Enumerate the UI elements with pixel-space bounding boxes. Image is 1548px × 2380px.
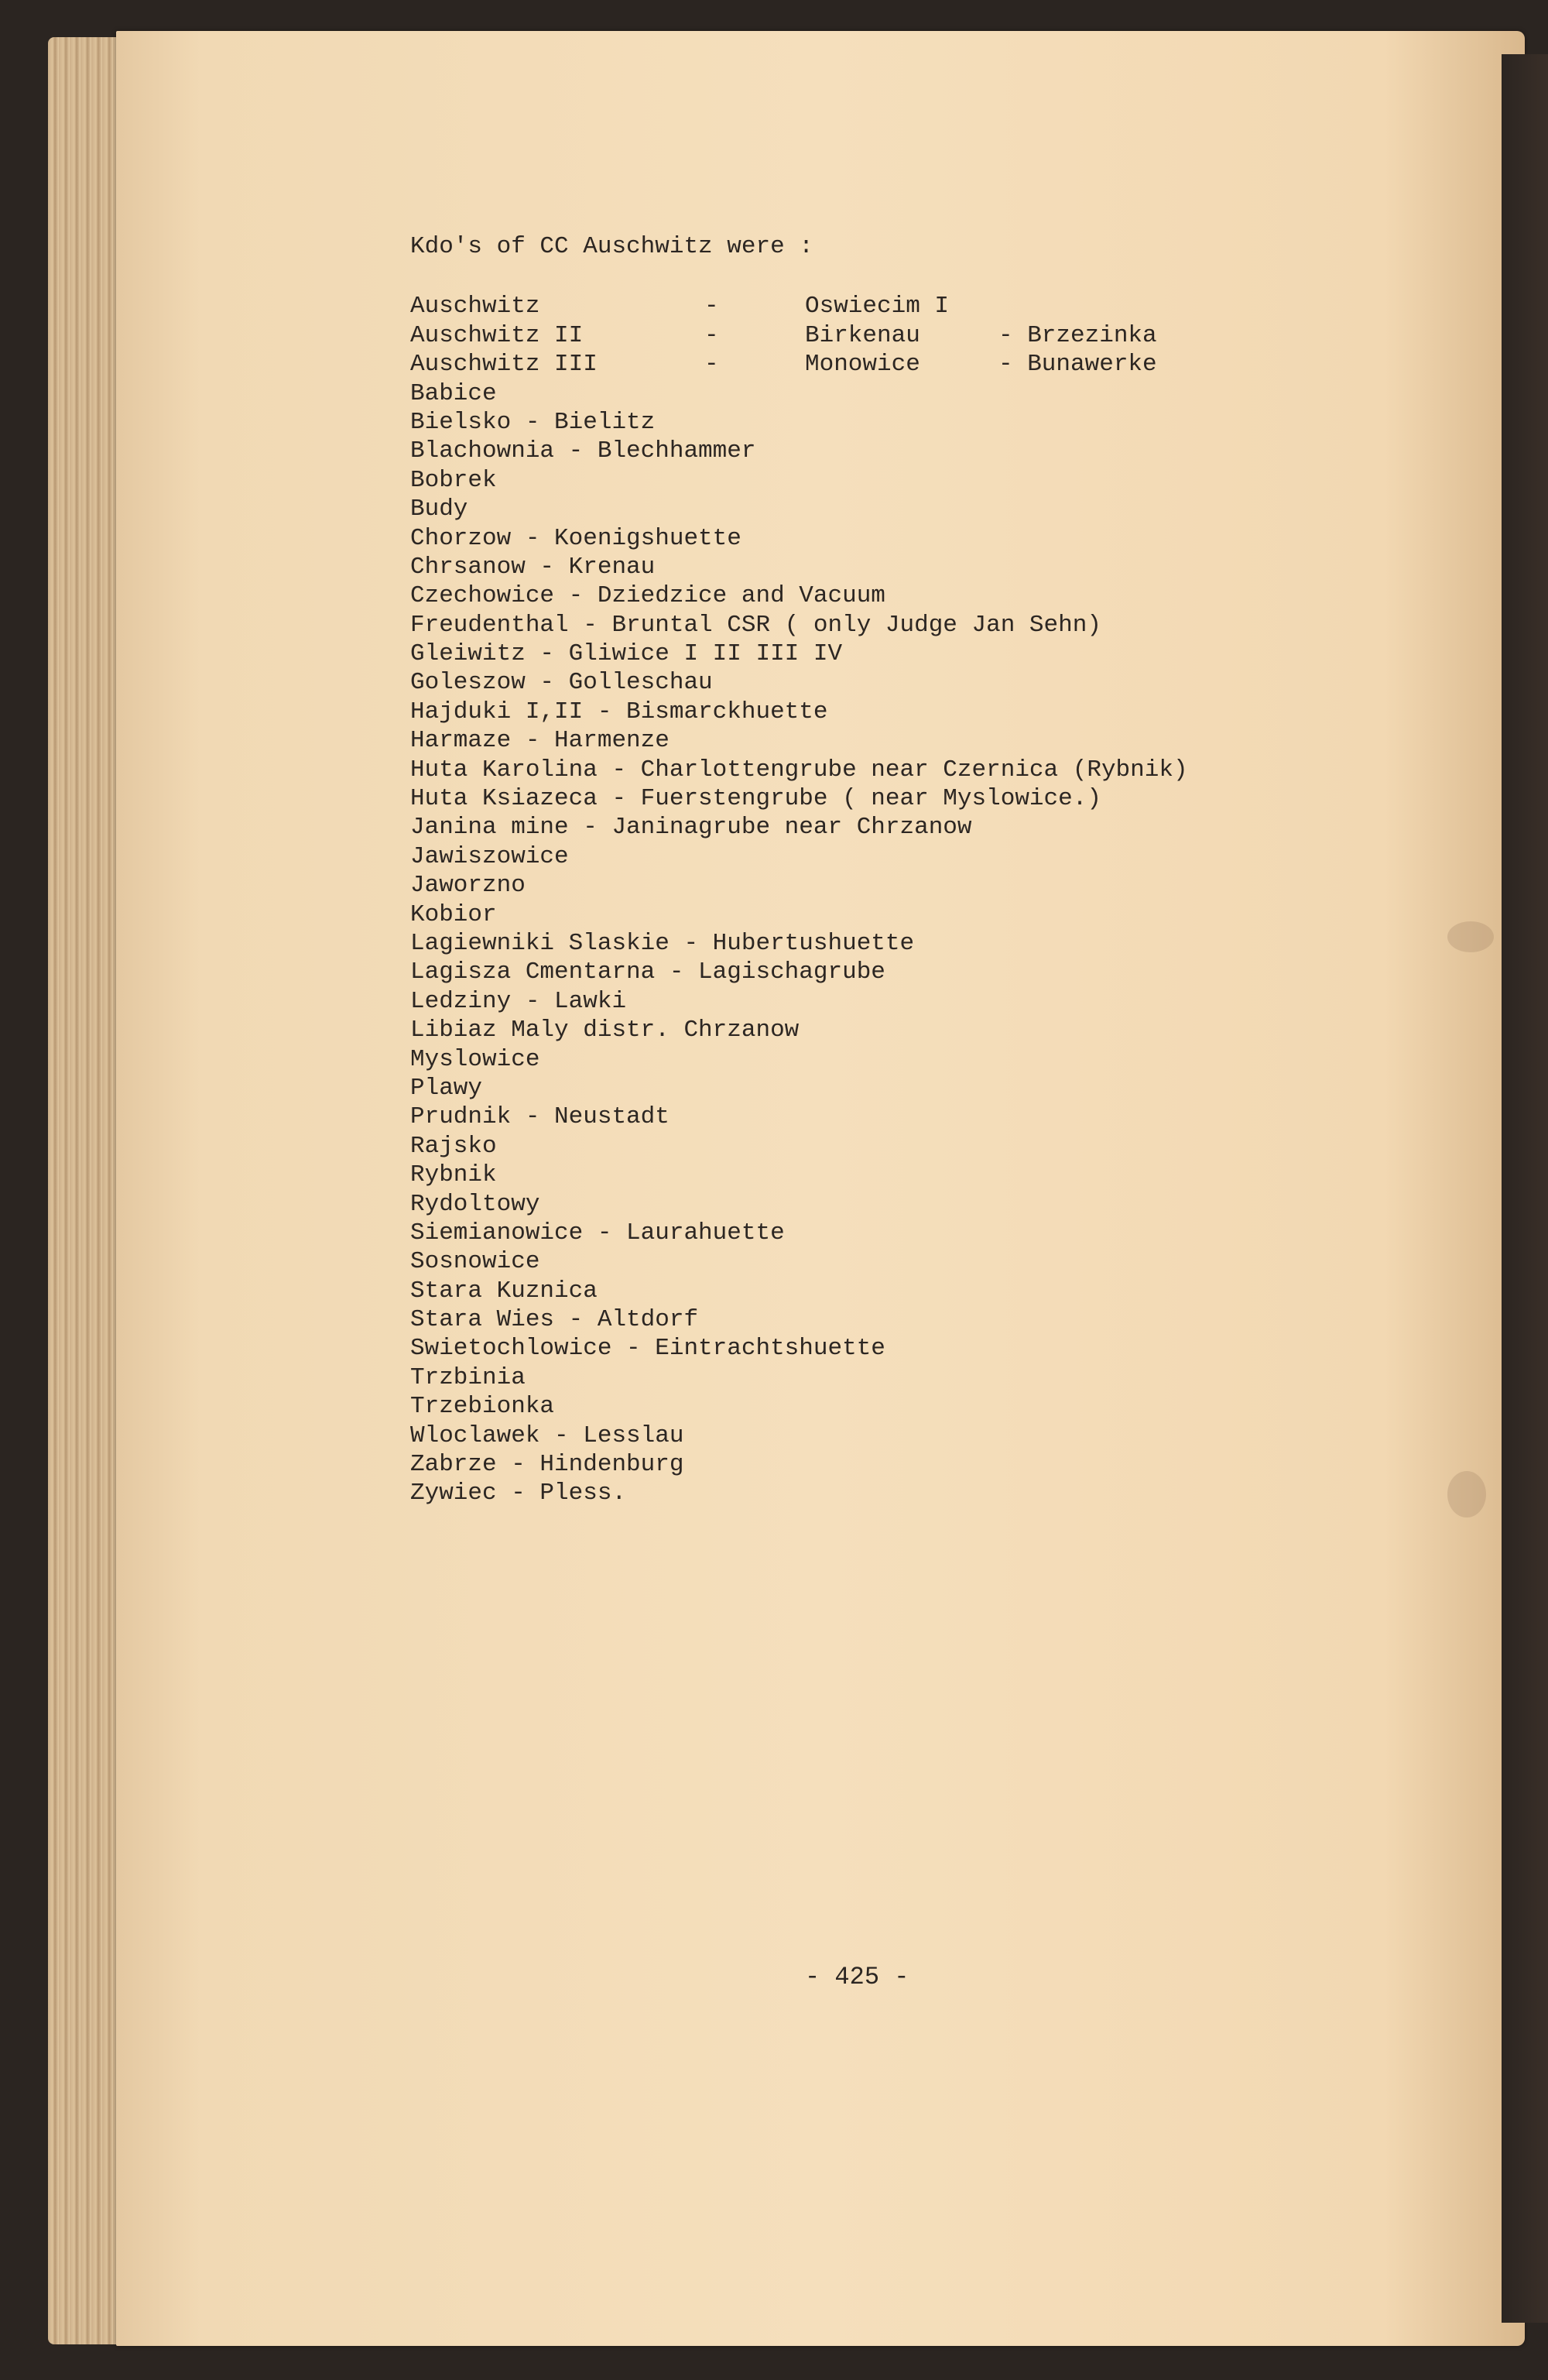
table-cell-c1: Auschwitz bbox=[410, 293, 540, 321]
list-item: Prudnik - Neustadt bbox=[410, 1103, 670, 1131]
list-item: Myslowice bbox=[410, 1045, 540, 1073]
list-item: Zabrze - Hindenburg bbox=[410, 1451, 684, 1479]
document-text bbox=[410, 232, 1416, 1508]
right-book-edge bbox=[1502, 54, 1548, 2323]
list-item: Huta Karolina - Charlottengrube near Czernica (Rybnik) bbox=[410, 756, 1188, 784]
table-row bbox=[410, 350, 1416, 379]
list-item: Bobrek bbox=[410, 466, 497, 494]
list-item: Freudenthal - Bruntal CSR ( only Judge Jan Sehn) bbox=[410, 611, 1101, 639]
document-title: Kdo's of CC Auschwitz were : bbox=[410, 233, 813, 260]
list-item: Rybnik bbox=[410, 1161, 497, 1189]
table-cell-c4: - Brzezinka bbox=[998, 321, 1157, 349]
table-cell-c2: - bbox=[704, 321, 719, 349]
list-item: Rydoltowy bbox=[410, 1190, 540, 1218]
list-item: Plawy bbox=[410, 1074, 483, 1102]
camp-list bbox=[410, 379, 1416, 1508]
list-item: Harmaze - Harmenze bbox=[410, 727, 670, 755]
list-item: Bielsko - Bielitz bbox=[410, 408, 656, 436]
table-cell-c3: Birkenau bbox=[805, 321, 920, 349]
list-item: Janina mine - Janinagrube near Chrzanow bbox=[410, 814, 972, 842]
table-row bbox=[410, 292, 1416, 321]
table-cell-c3: Oswiecim I bbox=[805, 293, 950, 321]
list-item: Sosnowice bbox=[410, 1248, 540, 1276]
list-item: Zywiec - Pless. bbox=[410, 1480, 627, 1507]
list-item: Jaworzno bbox=[410, 872, 526, 900]
table-cell-c2: - bbox=[704, 351, 719, 379]
table-cell-c2: - bbox=[704, 293, 719, 321]
page-number: - 425 - bbox=[805, 1963, 909, 1991]
list-item: Trzebionka bbox=[410, 1393, 555, 1421]
list-item: Blachownia - Blechhammer bbox=[410, 437, 756, 465]
list-item: Rajsko bbox=[410, 1132, 497, 1160]
list-item: Lagiewniki Slaskie - Hubertushuette bbox=[410, 930, 915, 957]
list-item: Babice bbox=[410, 379, 497, 407]
camp-table bbox=[410, 292, 1416, 379]
list-item: Swietochlowice - Eintrachtshuette bbox=[410, 1335, 885, 1363]
list-item: Hajduki I,II - Bismarckhuette bbox=[410, 698, 828, 725]
list-item: Libiaz Maly distr. Chrzanow bbox=[410, 1017, 800, 1044]
list-item: Ledziny - Lawki bbox=[410, 987, 627, 1015]
paper-stain bbox=[1447, 921, 1494, 952]
table-cell-c3: Monowice bbox=[805, 351, 920, 379]
table-row bbox=[410, 321, 1416, 350]
list-item: Chorzow - Koenigshuette bbox=[410, 524, 741, 552]
list-item: Budy bbox=[410, 496, 468, 523]
list-item: Wloclawek - Lesslau bbox=[410, 1421, 684, 1449]
list-item: Stara Wies - Altdorf bbox=[410, 1306, 699, 1334]
list-item: Stara Kuznica bbox=[410, 1277, 598, 1305]
list-item: Goleszow - Golleschau bbox=[410, 669, 713, 697]
list-item: Jawiszowice bbox=[410, 842, 569, 870]
table-cell-c1: Auschwitz II bbox=[410, 321, 584, 349]
list-item: Huta Ksiazeca - Fuerstengrube ( near Myslowice.) bbox=[410, 785, 1101, 813]
paper-stain bbox=[1447, 1471, 1486, 1518]
table-cell-c4: - Bunawerke bbox=[998, 351, 1157, 379]
list-item: Gleiwitz - Gliwice I II III IV bbox=[410, 640, 843, 668]
list-item: Trzbinia bbox=[410, 1363, 526, 1391]
list-item: Chrsanow - Krenau bbox=[410, 553, 656, 581]
list-item: Czechowice - Dziedzice and Vacuum bbox=[410, 582, 885, 610]
list-item: Kobior bbox=[410, 900, 497, 928]
list-item: Lagisza Cmentarna - Lagischagrube bbox=[410, 959, 885, 986]
list-item: Siemianowice - Laurahuette bbox=[410, 1219, 785, 1247]
table-cell-c1: Auschwitz III bbox=[410, 351, 598, 379]
